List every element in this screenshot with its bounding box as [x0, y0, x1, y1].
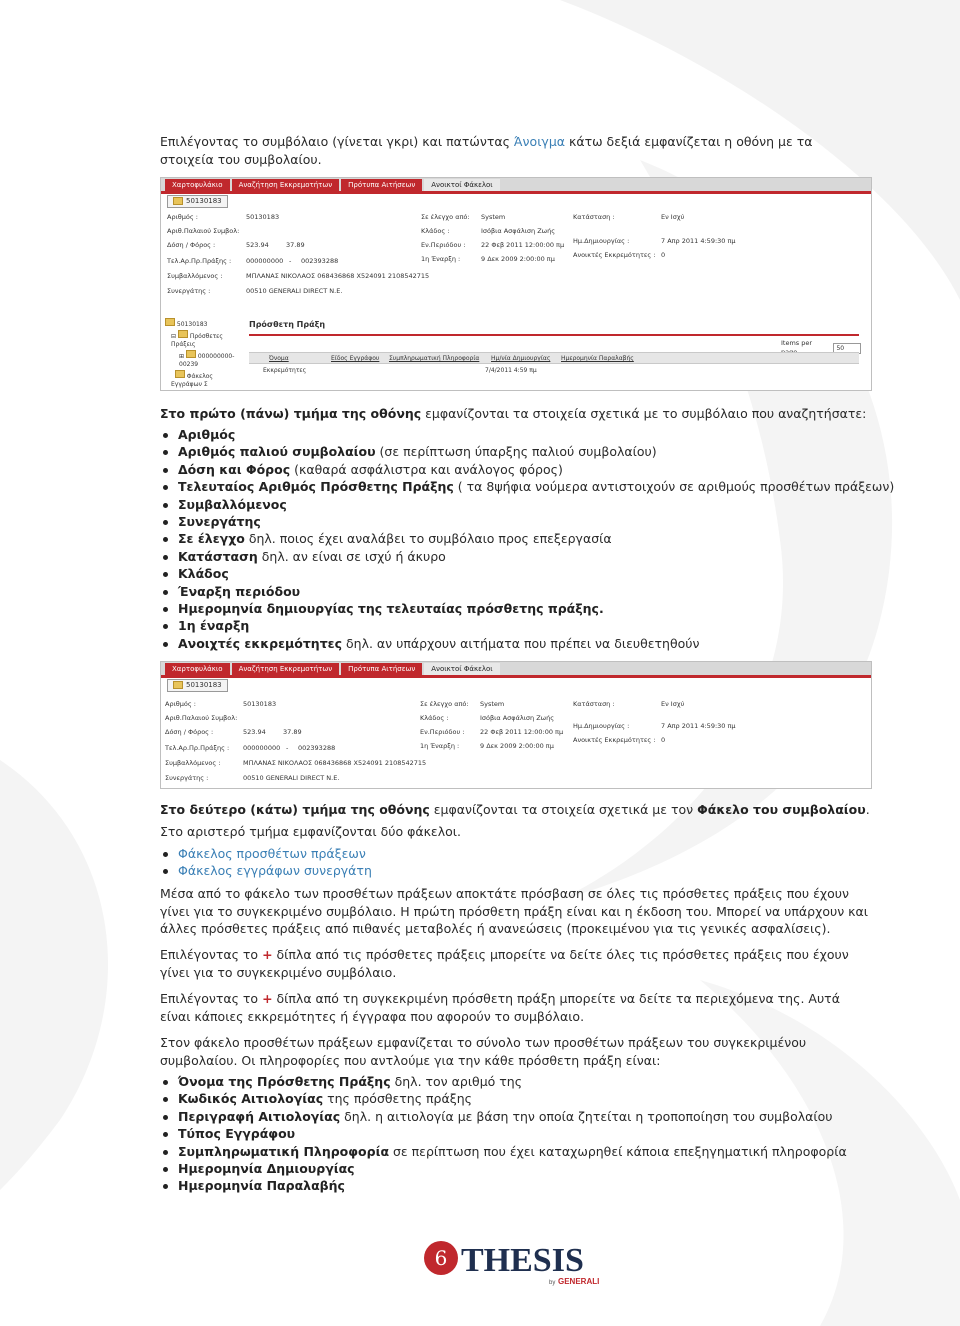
policy-tab-bar [161, 194, 871, 208]
status-value: Εν Ισχύ [661, 700, 685, 708]
partner-label: Συνεργάτης : [165, 774, 209, 782]
period-label: Εν.Περιόδου : [420, 728, 465, 736]
section1-list [160, 426, 894, 652]
list-item: Τύπος Εγγράφου [160, 1125, 847, 1142]
items-per-page-label: Items per [781, 339, 813, 347]
section2-lead-bold2: Φάκελο του συμβολαίου [697, 802, 866, 817]
handler-value: System [481, 213, 506, 221]
tree-partner-documents[interactable] [165, 370, 245, 390]
app-tab-bar [161, 662, 871, 678]
row-date: 7/4/2011 4:59 πμ [485, 367, 537, 374]
list-item: Συμπληρωματική Πληροφορία σε περίπτωση που έχει καταχωρηθεί κάποια επεξηγηματική πληροφορία [160, 1143, 847, 1160]
tree-act-item-label: 000000000-00239 [179, 352, 235, 368]
col-received-date[interactable]: Ημερομηνία Παραλαβής [561, 355, 634, 362]
partner-value: 00510 GENERALI DIRECT N.E. [243, 774, 340, 782]
tab-portfolio[interactable]: Χαρτοφυλάκιο [165, 179, 230, 191]
list-item: Όνομα της Πρόσθετης Πράξης δηλ. τον αριθμό της [160, 1073, 847, 1090]
list-item: Κλάδος [160, 565, 894, 582]
intro-text-end: κάτω δεξιά εμφανίζεται η οθόνη με τα στοιχεία του συμβολαίου. [160, 134, 813, 167]
list-item: Περιγραφή Αιτιολογίας δηλ. η αιτιολογία με βάση την οποία ζητείται η τροποποίηση του συμβολαίου [160, 1108, 847, 1125]
tab-open-folders[interactable]: Ανοικτοί Φάκελοι [424, 663, 499, 675]
sub-brand: GENERALI [558, 1277, 600, 1286]
tab-open-folders[interactable]: Ανοικτοί Φάκελοι [424, 179, 499, 191]
plus-sign: + [262, 991, 273, 1006]
col-created-date[interactable]: Ημ/νία Δημιουργίας [491, 355, 551, 362]
thesis-logo [421, 1238, 611, 1288]
section2-list [160, 1073, 847, 1195]
insured-value: ΜΠΛΑΝΑΣ ΝΙΚΟΛΑΟΣ 068436868 Χ524091 2108542715 [243, 759, 427, 767]
additional-act-title: Πρόσθετη Πράξη [249, 320, 326, 329]
handler-label: Σε έλεγχο από: [421, 213, 470, 221]
policy-tab-bar [161, 678, 871, 692]
first-start-value: 9 Δεκ 2009 2:00:00 πμ [480, 742, 554, 750]
list-item: Δόση και Φόρος (καθαρά ασφάλιστρα και ανάλογος φόρος) [160, 461, 894, 478]
thesis-logo-graphic [421, 1238, 611, 1288]
folder-icon [165, 318, 175, 326]
list-item: Κωδικός Αιτιολογίας της πρόσθετης πράξης [160, 1090, 847, 1107]
section2-lead-text: εμφανίζονται τα στοιχεία σχετικά με τον [429, 802, 698, 817]
folder-list [160, 845, 372, 880]
last-act-to: 002393288 [301, 257, 339, 265]
tab-application-templates[interactable]: Πρότυπα Αιτήσεων [341, 663, 422, 675]
last-act-separator: - [286, 744, 289, 752]
list-item: Φάκελος εγγράφων συνεργάτη [160, 862, 372, 879]
number-value: 50130183 [243, 700, 277, 708]
tab-pending-search[interactable]: Αναζήτηση Εκκρεμοτήτων [232, 179, 340, 191]
premium-label: Δόση / Φόρος : [167, 241, 216, 249]
period-value: 22 Φεβ 2011 12:00:00 πμ [480, 728, 564, 736]
branch-label: Κλάδος : [420, 714, 449, 722]
handler-label: Σε έλεγχο από: [420, 700, 469, 708]
intro-paragraph [160, 133, 870, 168]
left-panel-text: Στο αριστερό τμήμα εμφανίζονται δύο φάκελοι. [160, 824, 461, 839]
tab-application-templates[interactable]: Πρότυπα Αιτήσεων [341, 179, 422, 191]
list-item: Τελευταίος Αριθμός Πρόσθετης Πράξης ( τα 8ψήφια νούμερα αντιστοιχούν σε αριθμούς προσθέτων πράξεων) [160, 478, 894, 495]
section1-lead-text: εμφανίζονται τα στοιχεία σχετικά με το συμβόλαιο που αναζητήσατε: [421, 406, 867, 421]
policy-tab-label: 50130183 [186, 680, 222, 689]
old-policy-label: Αριθ.Παλαιού Συμβολ: [167, 227, 240, 235]
branch-value: Ισόβια Ασφάλιση Ζωής [481, 227, 556, 235]
tax-value: 37.89 [286, 241, 305, 249]
created-label: Ημ.Δημιουργίας : [573, 722, 630, 730]
folder-tree [165, 318, 245, 388]
pending-value: 0 [661, 251, 666, 259]
tree-act-item[interactable]: ⊞ 000000000-00239 [165, 350, 245, 370]
branch-value: Ισόβια Ασφάλιση Ζωής [480, 714, 555, 722]
pending-label: Ανοικτές Εκκρεμότητες : [573, 251, 656, 259]
last-act-from: 000000000 [246, 257, 284, 265]
brand-name: THESIS [461, 1242, 584, 1279]
section2-lead-bold: Στο δεύτερο (κάτω) τμήμα της οθόνης [160, 802, 430, 817]
list-item: Ημερομηνία Δημιουργίας [160, 1160, 847, 1177]
last-act-label: Τελ.Αρ.Πρ.Πράξης : [167, 257, 232, 265]
open-link-text: Άνοιγμα [513, 134, 566, 149]
status-label: Κατάσταση : [573, 213, 615, 221]
tax-value: 37.89 [283, 728, 302, 736]
intro-text: Επιλέγοντας το συμβόλαιο (γίνεται γκρι) και πατώντας [160, 134, 514, 149]
last-act-from: 000000000 [243, 744, 281, 752]
list-item: Συμβαλλόμενος [160, 496, 894, 513]
insured-value: ΜΠΛΑΝΑΣ ΝΙΚΟΛΑΟΣ 068436868 Χ524091 2108542715 [246, 272, 430, 280]
title-divider [249, 334, 859, 336]
folder-icon [186, 350, 196, 358]
tab-pending-search[interactable]: Αναζήτηση Εκκρεμοτήτων [232, 663, 340, 675]
branch-label: Κλάδος : [421, 227, 450, 235]
period-label: Εν.Περιόδου : [421, 241, 466, 249]
pending-label: Ανοικτές Εκκρεμότητες : [573, 736, 656, 744]
plus-act-paragraph [160, 990, 870, 1025]
old-policy-label: Αριθ.Παλαιού Συμβολ: [165, 714, 238, 722]
table-header [249, 352, 859, 364]
list-item: Κατάσταση δηλ. αν είναι σε ισχύ ή άκυρο [160, 548, 894, 565]
premium-label: Δόση / Φόρος : [165, 728, 214, 736]
tree-partner-documents-label: Φάκελος Εγγράφων Σ [171, 372, 213, 388]
list-item: Ημερομηνία δημιουργίας της τελευταίας πρόσθετης πράξης. [160, 600, 894, 617]
plus-sign: + [262, 947, 273, 962]
list-item: Έναρξη περιόδου [160, 583, 894, 600]
premium-value: 523.94 [243, 728, 266, 736]
policy-folder-pane [161, 316, 861, 386]
last-act-to: 002393288 [298, 744, 336, 752]
folder-icon [173, 681, 183, 689]
number-label: Αριθμός : [165, 700, 196, 708]
policy-tab[interactable] [167, 679, 228, 692]
folder-icon [173, 197, 183, 205]
brand-by: by [549, 1280, 556, 1286]
additional-acts-paragraph: Μέσα από το φάκελο των προσθέτων πράξεων αποκτάτε πρόσβαση σε όλες τις πρόσθετες πράξεις που έχουν γίνει για το συγκεκριμένο συμβόλαιο. Η πρώτη πρόσθετη πράξη είναι και η έκδοση του. Μπορεί να υπάρχουν και άλλες πρόσθετες πράξεις από πιθανές μεταβολές ή ανανεώσεις (προκειμένου για τις γενικές ασφαλίσεις). [160, 886, 868, 936]
list-item: Συνεργάτης [160, 513, 894, 530]
tree-root-label: 50130183 [176, 321, 208, 328]
col-name[interactable]: Όνομα [269, 355, 289, 362]
policy-tab[interactable] [167, 195, 228, 208]
insured-label: Συμβαλλόμενος : [165, 759, 221, 767]
insured-label: Συμβαλλόμενος : [167, 272, 223, 280]
p2-text-a: Επιλέγοντας το [160, 947, 263, 962]
items-per-page-select[interactable]: 50 [833, 343, 861, 354]
app-tab-bar [161, 178, 871, 194]
list-item: 1η έναρξη [160, 617, 894, 634]
pending-value: 0 [661, 736, 666, 744]
policy-screen-screenshot-2 [160, 661, 872, 789]
info-paragraph: Στον φάκελο προσθέτων πράξεων εμφανίζεται το σύνολο των προσθέτων πράξεων του συγκεκριμένου συμβολαίου. Οι πληροφορίες που αντλούμε για την κάθε πρόσθετη πράξη είναι: [160, 1035, 807, 1068]
policy-screen-screenshot-1 [160, 177, 872, 391]
p2-text-b: δίπλα από τις πρόσθετες πράξεις μπορείτε να δείτε όλες τις πρόσθετες πράξεις που έχουν γίνει για το συγκεκριμένο συμβόλαιο. [160, 947, 849, 980]
partner-label: Συνεργάτης : [167, 287, 211, 295]
p3-text-b: δίπλα από τη συγκεκριμένη πρόσθετη πράξη μπορείτε να δείτε τα περιεχόμενα της. Αυτά είναι κάποιες εκκρεμότητες ή έγγραφα που αφορούν το συμβόλαιο. [160, 991, 840, 1024]
first-start-value: 9 Δεκ 2009 2:00:00 πμ [481, 255, 555, 263]
handler-value: System [480, 700, 505, 708]
number-value: 50130183 [246, 213, 280, 221]
p3-text-a: Επιλέγοντας το [160, 991, 263, 1006]
first-start-label: 1η Έναρξη : [420, 742, 460, 750]
premium-value: 523.94 [246, 241, 269, 249]
created-value: 7 Απρ 2011 4:59:30 πμ [661, 722, 736, 730]
row-name: Εκκρεμότητες [263, 367, 307, 374]
number-label: Αριθμός : [167, 213, 198, 221]
status-value: Εν Ισχύ [661, 213, 685, 221]
folder-icon [178, 330, 188, 338]
created-value: 7 Απρ 2011 4:59:30 πμ [661, 237, 736, 245]
partner-value: 00510 GENERALI DIRECT N.E. [246, 287, 343, 295]
list-item: Ανοιχτές εκκρεμότητες δηλ. αν υπάρχουν αιτήματα που πρέπει να διευθετηθούν [160, 635, 894, 652]
tree-additional-acts[interactable]: ⊟ Πρόσθετες Πράξεις [165, 330, 245, 350]
list-item: Φάκελος προσθέτων πράξεων [160, 845, 372, 862]
tab-portfolio[interactable]: Χαρτοφυλάκιο [165, 663, 230, 675]
list-item: Σε έλεγχο δηλ. ποιος έχει αναλάβει το συμβόλαιο προς επεξεργασία [160, 530, 894, 547]
list-item: Αριθμός [160, 426, 894, 443]
section1-lead-bold: Στο πρώτο (πάνω) τμήμα της οθόνης [160, 406, 422, 421]
page-number: 6 [434, 1246, 448, 1270]
policy-tab-label: 50130183 [186, 196, 222, 205]
table-row[interactable] [249, 366, 859, 376]
tree-root[interactable] [165, 318, 245, 330]
status-label: Κατάσταση : [573, 700, 615, 708]
section2-lead [160, 801, 870, 819]
tree-additional-acts-label: Πρόσθετες Πράξεις [171, 332, 223, 348]
col-doc-type[interactable]: Είδος Εγγράφου [331, 355, 380, 362]
list-item: Αριθμός παλιού συμβολαίου (σε περίπτωση ύπαρξης παλιού συμβολαίου) [160, 443, 894, 460]
list-item: Ημερομηνία Παραλαβής [160, 1177, 847, 1194]
section2-lead-end: . [865, 802, 870, 817]
folder-icon [175, 370, 185, 378]
last-act-label: Τελ.Αρ.Πρ.Πράξης : [165, 744, 230, 752]
col-extra-info[interactable]: Συμπληρωματική Πληροφορία [389, 355, 480, 362]
period-value: 22 Φεβ 2011 12:00:00 πμ [481, 241, 565, 249]
created-label: Ημ.Δημιουργίας : [573, 237, 630, 245]
section1-lead [160, 405, 870, 423]
plus-acts-paragraph [160, 946, 870, 981]
first-start-label: 1η Έναρξη : [421, 255, 461, 263]
last-act-separator: - [289, 257, 292, 265]
